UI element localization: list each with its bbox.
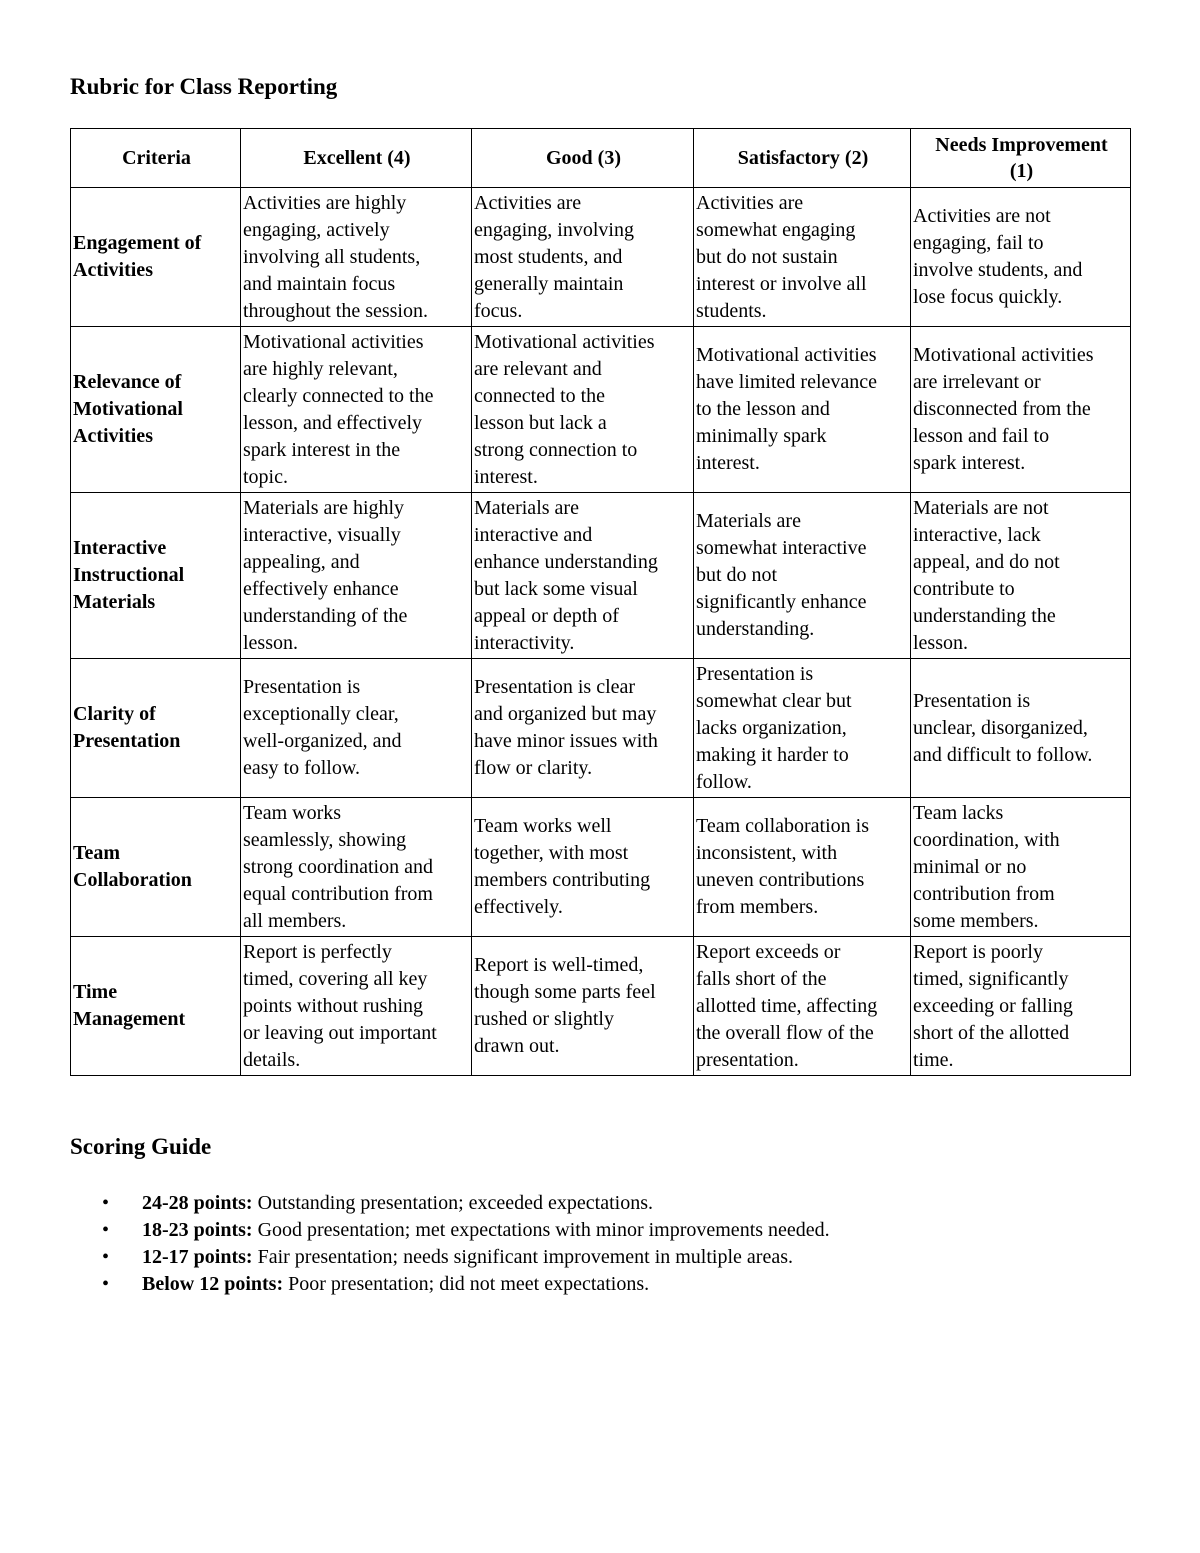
points-range: 18-23 points: <box>142 1219 253 1241</box>
satisfactory-cell: Report exceeds or falls short of the allotted time, affecting the overall flow of the presentation. <box>694 937 911 1076</box>
points-description: Fair presentation; needs significant improvement in multiple areas. <box>252 1246 793 1268</box>
points-description: Outstanding presentation; exceeded expectations. <box>252 1192 653 1214</box>
satisfactory-cell: Motivational activities have limited relevance to the lesson and minimally spark interest. <box>694 327 911 493</box>
points-description: Good presentation; met expectations with minor improvements needed. <box>252 1219 830 1241</box>
table-row <box>71 798 1131 937</box>
excellent-cell: Presentation is exceptionally clear, well-organized, and easy to follow. <box>241 659 472 798</box>
good-cell: Report is well-timed, though some parts feel rushed or slightly drawn out. <box>472 937 694 1076</box>
points-description: Poor presentation; did not meet expectations. <box>283 1273 650 1295</box>
criteria-cell: Engagement of Activities <box>71 188 241 327</box>
criteria-cell: Team Collaboration <box>71 798 241 937</box>
excellent-cell: Activities are highly engaging, actively involving all students, and maintain focus throughout the session. <box>241 188 472 327</box>
good-cell: Team works well together, with most members contributing effectively. <box>472 798 694 937</box>
table-header-row <box>71 129 1131 188</box>
needs-improvement-cell: Materials are not interactive, lack appeal, and do not contribute to understanding the lesson. <box>911 493 1131 659</box>
needs-improvement-cell: Presentation is unclear, disorganized, and difficult to follow. <box>911 659 1131 798</box>
header-good: Good (3) <box>472 129 694 188</box>
table-row <box>71 937 1131 1076</box>
scoring-guide-title: Scoring Guide <box>70 1134 212 1159</box>
needs-improvement-cell: Team lacks coordination, with minimal or no contribution from some members. <box>911 798 1131 937</box>
header-satisfactory: Satisfactory (2) <box>694 129 911 188</box>
excellent-cell: Materials are highly interactive, visually appealing, and effectively enhance understanding of the lesson. <box>241 493 472 659</box>
excellent-cell: Team works seamlessly, showing strong coordination and equal contribution from all members. <box>241 798 472 937</box>
points-range: 12-17 points: <box>142 1246 253 1268</box>
table-row <box>71 327 1131 493</box>
criteria-cell: Interactive Instructional Materials <box>71 493 241 659</box>
points-range: 24-28 points: <box>142 1192 253 1214</box>
table-row <box>71 188 1131 327</box>
list-item <box>70 1271 1130 1298</box>
bullet-icon: • <box>102 1219 110 1241</box>
scoring-guide-list <box>70 1190 1130 1298</box>
needs-improvement-cell: Report is poorly timed, significantly exceeding or falling short of the allotted time. <box>911 937 1131 1076</box>
criteria-cell: Time Management <box>71 937 241 1076</box>
good-cell: Materials are interactive and enhance understanding but lack some visual appeal or depth of interactivity. <box>472 493 694 659</box>
good-cell: Presentation is clear and organized but may have minor issues with flow or clarity. <box>472 659 694 798</box>
bullet-icon: • <box>102 1273 110 1295</box>
good-cell: Motivational activities are relevant and connected to the lesson but lack a strong connection to interest. <box>472 327 694 493</box>
bullet-icon: • <box>102 1246 110 1268</box>
table-row <box>71 493 1131 659</box>
header-excellent: Excellent (4) <box>241 129 472 188</box>
list-item <box>70 1190 1130 1217</box>
page-title: Rubric for Class Reporting <box>70 74 338 99</box>
excellent-cell: Report is perfectly timed, covering all key points without rushing or leaving out important details. <box>241 937 472 1076</box>
needs-improvement-cell: Motivational activities are irrelevant or disconnected from the lesson and fail to spark interest. <box>911 327 1131 493</box>
criteria-cell: Clarity of Presentation <box>71 659 241 798</box>
good-cell: Activities are engaging, involving most students, and generally maintain focus. <box>472 188 694 327</box>
list-item <box>70 1244 1130 1271</box>
satisfactory-cell: Activities are somewhat engaging but do not sustain interest or involve all students. <box>694 188 911 327</box>
table-row <box>71 659 1131 798</box>
points-range: Below 12 points: <box>142 1273 284 1295</box>
rubric-table <box>70 128 1131 1076</box>
needs-improvement-cell: Activities are not engaging, fail to involve students, and lose focus quickly. <box>911 188 1131 327</box>
satisfactory-cell: Team collaboration is inconsistent, with uneven contributions from members. <box>694 798 911 937</box>
header-criteria: Criteria <box>71 129 241 188</box>
header-needs-improvement: Needs Improvement (1) <box>911 129 1131 188</box>
satisfactory-cell: Presentation is somewhat clear but lacks organization, making it harder to follow. <box>694 659 911 798</box>
list-item <box>70 1217 1130 1244</box>
excellent-cell: Motivational activities are highly relevant, clearly connected to the lesson, and effectively spark interest in the topic. <box>241 327 472 493</box>
bullet-icon: • <box>102 1192 110 1214</box>
satisfactory-cell: Materials are somewhat interactive but do not significantly enhance understanding. <box>694 493 911 659</box>
criteria-cell: Relevance of Motivational Activities <box>71 327 241 493</box>
